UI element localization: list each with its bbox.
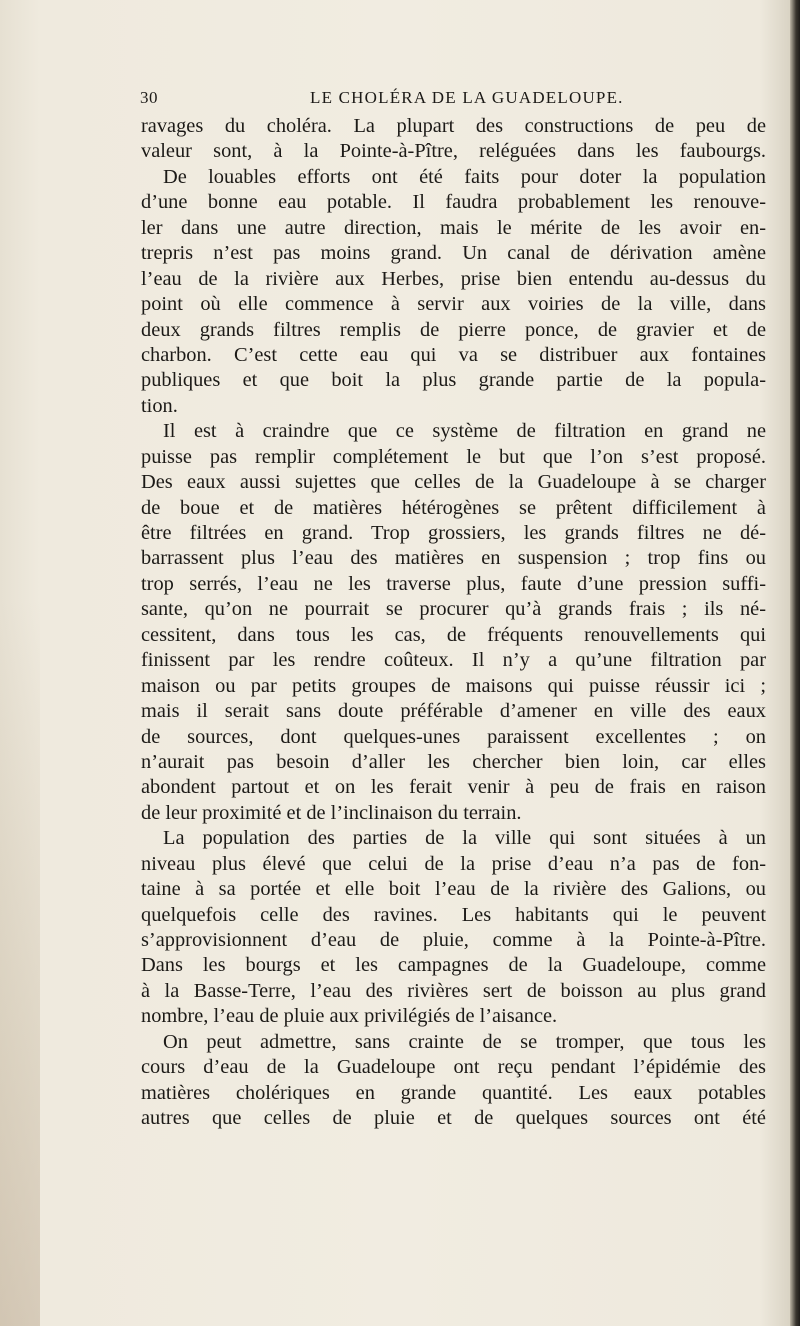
text-line: Dans les bourgs et les campagnes de la Guadeloupe, comme <box>141 954 766 977</box>
text-line: niveau plus élevé que celui de la prise d’eau n’a pas de fon- <box>141 852 766 875</box>
page-number: 30 <box>140 88 158 107</box>
text-line: cours d’eau de la Guadeloupe ont reçu pendant l’épidémie des <box>141 1056 766 1079</box>
text-line: cessitent, dans tous les cas, de fréquents renouvellements qui <box>141 623 766 646</box>
text-line: charbon. C’est cette eau qui va se distribuer aux fontaines <box>141 343 766 366</box>
page-stain <box>0 600 40 1326</box>
text-line: de sources, dont quelques-unes paraissent excellentes ; on <box>141 725 766 748</box>
text-line: Il est à craindre que ce système de filtration en grand ne <box>163 420 766 443</box>
text-line: Des eaux aussi sujettes que celles de la Guadeloupe à se charger <box>141 471 766 494</box>
text-line: à la Basse-Terre, l’eau des rivières sert de boisson au plus grand <box>141 979 766 1002</box>
text-line: s’approvisionnent d’eau de pluie, comme à la Pointe-à-Pître. <box>141 929 766 951</box>
text-line: trepris n’est pas moins grand. Un canal de dérivation amène <box>141 242 766 265</box>
text-line: point où elle commence à servir aux voiries de la ville, dans <box>141 293 766 316</box>
text-line: barrassent plus l’eau des matières en suspension ; trop fins ou <box>141 547 766 570</box>
text-line: être filtrées en grand. Trop grossiers, les grands filtres ne dé- <box>141 522 766 544</box>
text-line: tion. <box>141 394 178 417</box>
text-line: deux grands filtres remplis de pierre ponce, de gravier et de <box>141 318 766 341</box>
text-line: de boue et de matières hétérogènes se prêtent difficilement à <box>141 496 766 519</box>
text-line: De louables efforts ont été faits pour doter la population <box>163 165 766 188</box>
text-line: autres que celles de pluie et de quelques sources ont été <box>141 1107 766 1130</box>
text-line: taine à sa portée et elle boit l’eau de la rivière des Galions, ou <box>141 878 766 901</box>
text-line: trop serrés, l’eau ne les traverse plus, faute d’une pression suffi- <box>141 572 766 595</box>
page-edge-shadow <box>790 0 800 1326</box>
text-line: maison ou par petits groupes de maisons qui puisse réussir ici ; <box>141 674 766 697</box>
text-line: On peut admettre, sans crainte de se tromper, que tous les <box>163 1030 766 1053</box>
page-header <box>130 88 770 112</box>
text-line: finissent par les rendre coûteux. Il n’y a qu’une filtration par <box>141 649 766 672</box>
text-line: puisse pas remplir complétement le but que l’on s’est proposé. <box>141 445 766 468</box>
text-line: sante, qu’on ne pourrait se procurer qu’à grands frais ; ils né- <box>141 598 766 621</box>
body-text <box>141 114 766 1132</box>
text-line: ravages du choléra. La plupart des constructions de peu de <box>141 115 766 137</box>
text-line: de leur proximité et de l’inclinaison du terrain. <box>141 801 522 824</box>
text-line: matières cholériques en grande quantité. Les eaux potables <box>141 1081 766 1104</box>
text-line: nombre, l’eau de pluie aux privilégiés de l’aisance. <box>141 1005 558 1028</box>
text-line: mais il serait sans doute préférable d’amener en ville des eaux <box>141 700 766 723</box>
text-line: d’une bonne eau potable. Il faudra probablement les renouve- <box>141 191 766 214</box>
text-line: La population des parties de la ville qui sont situées à un <box>163 827 766 850</box>
text-line: quelquefois celle des ravines. Les habitants qui le peuvent <box>141 903 766 926</box>
text-line: valeur sont, à la Pointe-à-Pître, reléguées dans les faubourgs. <box>141 140 766 163</box>
text-line: l’eau de la rivière aux Herbes, prise bien entendu au-dessus du <box>141 267 766 290</box>
text-line: publiques et que boit la plus grande partie de la popula- <box>141 369 766 392</box>
text-line: n’aurait pas besoin d’aller les chercher bien loin, car elles <box>141 750 766 773</box>
running-title: LE CHOLÉRA DE LA GUADELOUPE. <box>310 88 624 107</box>
text-line: abondent partout et on les ferait venir à peu de frais en raison <box>141 776 766 799</box>
text-line: ler dans une autre direction, mais le mérite de les avoir en- <box>141 216 766 239</box>
